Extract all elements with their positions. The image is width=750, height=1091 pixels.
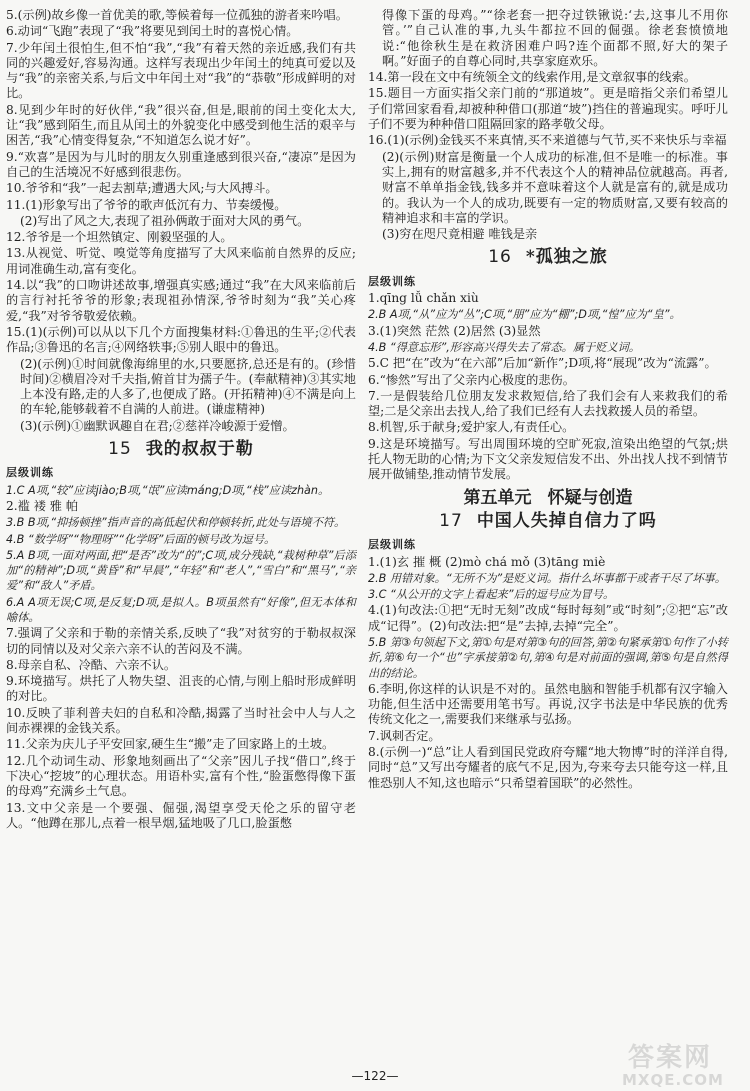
answer-item: 8.母亲自私、冷酷、六亲不认。 [6,657,177,672]
section-label: 层级训练 [368,538,416,552]
answer-item: 15.题目一方面实指父亲门前的“那道坡”。更是暗指父亲们希望儿子们常回家看看,却被种种借口(那道“坡”)挡住的普遍现实。呼吁儿子们不要为种种借口阻隔回家的路孝敬父母。 [368,86,728,132]
lesson-number: 16 [488,247,512,268]
answer-item: 2.褴 褛 雅 帕 [6,498,79,513]
unit-theme: 怀疑与创造 [547,487,633,508]
answer-item: 3.C “从公开的文字上看起来”后的逗号应为冒号。 [368,588,615,602]
answer-item: 8.见到少年时的好伙伴,“我”很兴奋,但是,眼前的闰土变化太大,让“我”感到陌生,而且从闰土的外貌变化中感受到他生活的艰辛与困苦,“我”心情变得复杂,“不知道怎么说才好”。 [6,102,356,148]
answer-item: 8.(示例一)“总”让人看到国民党政府夸耀“地大物博”时的洋洋自得,同时“总”又写出夸耀者的底气不足,因为,夸来夸去只能夸这一样,且惟恐别人不知,这也暗示“只希望着国联”的必然性。 [368,745,728,790]
answer-item: 13.从视觉、听觉、嗅觉等角度描写了大风来临前自然界的反应;用词准确生动,富有变化。 [6,246,356,276]
unit-name: 第五单元 [463,487,532,508]
answer-item: (2)(示例)①时间就像海绵里的水,只要愿挤,总还是有的。(珍惜时间)②横眉冷对千夫指,俯首甘为孺子牛。(奉献精神)③其实地上本没有路,走的人多了,也便成了路。(开拓精神)④不满是向上的车轮,能够载着不自满的人前进。(谦虚精神) [20,356,356,417]
answer-item: 4.B “数学呀”“物理呀”“化学呀”后面的顿号改为逗号。 [6,532,276,546]
section-label: 层级训练 [6,466,54,480]
answer-item: 6.“惨然”写出了父亲内心极度的悲伤。 [368,372,575,387]
answer-item: 10.爷爷和“我”一起去割草;遭遇大风;与大风搏斗。 [6,181,278,196]
answer-item: 5.A B项,一面对两面,把“是否”改为“的”;C项,成分残缺,“栽树种草”后添加“的精神”;D项,“黄昏”和“早晨”,“年轻”和“老人”,“雪白”和“黑马”,“亲爱”和“敌人”矛盾。 [6,548,356,593]
lesson-15-title [6,439,356,460]
answer-item: 8.机智,乐于献身;爱护家人,有责任心。 [368,420,575,435]
answer-item: 9.环境描写。烘托了人物失望、沮丧的心情,与刚上船时形成鲜明的对比。 [6,674,356,704]
answer-item: 9.“欢喜”是因为与儿时的朋友久别重逢感到很兴奋,“凄凉”是因为自己的生活境况不好感到很悲伤。 [6,149,356,179]
answer-item: 5.C 把“在”改为“在六部”后加“新作”;D项,将“展现”改为“流露”。 [368,356,717,371]
answer-item: 6.A A项无误;C项,是反复;D项,是拟人。B项虽然有“好像”,但无本体和喻体。 [6,595,356,624]
answer-item: 7.一是假装给几位朋友发求救短信,给了我们会有人来救我们的希望;二是父亲出去找人,给了我们已经有人去找救援人员的希望。 [368,388,728,419]
watermark-text: 答案网 [628,1043,713,1073]
lesson-name: *孤独之旅 [525,247,608,268]
answer-item: 得像下蛋的母鸡。”“徐老套一把夺过铁锹说:‘去,这事儿不用你管。’”自己认准的事,九头牛都拉不回的倔强。徐老套愤愤地说:“他徐秋生是在救济困难户吗?连个面都不照,好大的架子啊。”好面子的自尊心同时,共享家庭欢乐。 [382,8,728,68]
lesson-name: 中国人失掉自信力了吗 [476,510,657,531]
answer-item: 7.强调了父亲和于勒的亲情关系,反映了“我”对贫穷的于勒叔叔深切的同情以及对父亲六亲不认的苦闷及不满。 [6,626,356,656]
right-answers-a [368,8,728,242]
right-column [368,8,728,792]
lesson-17-title [368,510,728,531]
watermark-logo [614,1037,744,1089]
answer-item: 3.B B项,“抑扬顿挫”指声音的高低起伏和停顿转折,此处与语境不符。 [6,516,346,530]
answer-item: (2)写出了风之大,表现了祖孙俩敢于面对大风的勇气。 [20,213,310,228]
lesson-name: 我的叔叔于勒 [145,439,254,460]
left-answers-a [6,8,356,434]
answer-item: 11.(1)形象写出了爷爷的歌声低沉有力、节奏缓慢。 [6,197,287,212]
answer-item: (3)(示例)①幽默讽趣自在君;②慈祥冷峻源于爱憎。 [20,418,295,433]
watermark-url: MXQE.COM [622,1071,724,1089]
answer-item: 7.少年闰土很怕生,但不怕“我”,“我”有着天然的亲近感,我们有共同的兴趣爱好,容易沟通。这样写表现出少年闰土的纯真可爱以及与“我”的亲密关系,与后文中年闰土对“我”的“恭敬”形成鲜明的对比。 [6,40,356,101]
answer-item: 3.(1)突然 茫然 (2)居然 (3)显然 [368,323,541,338]
left-answers-b [6,483,356,832]
right-answers-c [368,555,728,791]
lesson-number: 15 [108,439,132,460]
answer-item: (3)穷在咫尺竟相避 唯钱是亲 [382,227,538,242]
left-column [6,8,356,832]
answer-item: 13.文中父亲是一个要强、倔强,渴望享受天伦之乐的留守老人。“他蹲在那儿,点着一根旱烟,猛地吸了几口,脸蛋憋 [6,800,356,830]
answer-item: 9.这是环境描写。写出周围环境的空旷死寂,渲染出绝望的气氛;烘托人物无助的心情;为下文父亲发短信发不出、外出找人找不到情节展开做铺垫,推动情节发展。 [368,436,728,482]
answer-item: 16.(1)(示例)金钱买不来真情,买不来道德与气节,买不来快乐与幸福 [368,133,727,148]
answer-item: 15.(1)(示例)可以从以下几个方面搜集材料:①鲁迅的生平;②代表作品;③鲁迅的名言;④网络轶事;⑤别人眼中的鲁迅。 [6,324,356,355]
answer-item: (2)(示例)财富是衡量一个人成功的标准,但不是唯一的标准。事实上,拥有的财富越多,并不代表这个人的精神品位就越高。再者,财富不单单指金钱,钱多并不意味着这个人就是富有的,就是成功的。我认为一个人的成功,既要有一定的物质财富,又要有较高的精神追求和丰富的学识。 [382,149,728,225]
page-number: —122— [351,1069,399,1083]
answer-item: 6.李明,你这样的认识是不对的。虽然电脑和智能手机都有汉字输入功能,但生活中还需要用笔书写。再说,汉字书法是中华民族的优秀传统文化之一,需要我们来继承与弘扬。 [368,681,728,727]
answer-item: 11.父亲为庆儿子平安回家,硬生生“搬”走了回家路上的土坡。 [6,737,335,752]
answer-item: 1.qīng lǚ chǎn xiù [368,291,479,306]
answer-item: 14.第一段在文中有统领全文的线索作用,是文章叙事的线索。 [368,70,696,85]
answer-item: 6.动词“飞跑”表现了“我”将要见到闰土时的喜悦心情。 [6,24,299,39]
answer-item: 1.(1)玄 摧 概 (2)mò chá mǒ (3)tāng miè [368,554,606,569]
unit-5-title [368,487,728,508]
lesson-16-title [368,247,728,268]
answer-item: 5.B 第③句领起下文,第①句是对第③句的回答,第②句紧承第①句作了小转折,第⑥句一个“也”字承接第②句,第④句是对前面的强调,第⑤句是自然得出的结论。 [368,635,728,680]
answer-item: 5.(示例)故乡像一首优美的歌,等候着每一位孤独的游者来吟唱。 [6,8,348,22]
answer-item: 7.讽刺否定。 [368,728,441,743]
answer-item: 10.反映了菲利普夫妇的自私和冷酷,揭露了当时社会中人与人之间赤裸裸的金钱关系。 [6,705,356,736]
answer-item: 4.B “得意忘形”,形容高兴得失去了常态。属于贬义词。 [368,340,640,354]
answer-item: 12.爷爷是一个坦然镇定、刚毅坚强的人。 [6,230,233,245]
right-answers-b [368,291,728,483]
answer-item: 4.(1)句改法:①把“无时无刻”改成“每时每刻”或“时刻”;②把“忘”改成“记得”。(2)句改法:把“是”去掉,去掉“完全”。 [368,603,728,633]
answer-item: 2.B 用错对象。“无所不为”是贬义词。指什么坏事都干或者干尽了坏事。 [368,571,726,585]
lesson-number: 17 [439,510,463,531]
answer-item: 14.以“我”的口吻讲述故事,增强真实感;通过“我”在大风来临前后的言行衬托爷爷的形象;表现祖孙情深,爷爷时刻为“我”关心疼爱,“我”对爷爷敬爱依赖。 [6,278,356,323]
answer-item: 2.B A项,“从”应为“丛”;C项,“朋”应为“棚”;D项,“惶”应为“皇”。 [368,308,681,322]
section-label: 层级训练 [368,274,416,288]
answer-item: 12.几个动词生动、形象地刻画出了“父亲”因儿子找“借口”,终于下决心“挖坡”的心理状态。用语朴实,富有个性,“脸蛋憋得像下蛋的母鸡”充满乡土气息。 [6,753,356,799]
answer-item: 1.C A项,“较”应读jiào;B项,“氓”应读máng;D项,“栈”应读zhàn。 [6,483,330,497]
